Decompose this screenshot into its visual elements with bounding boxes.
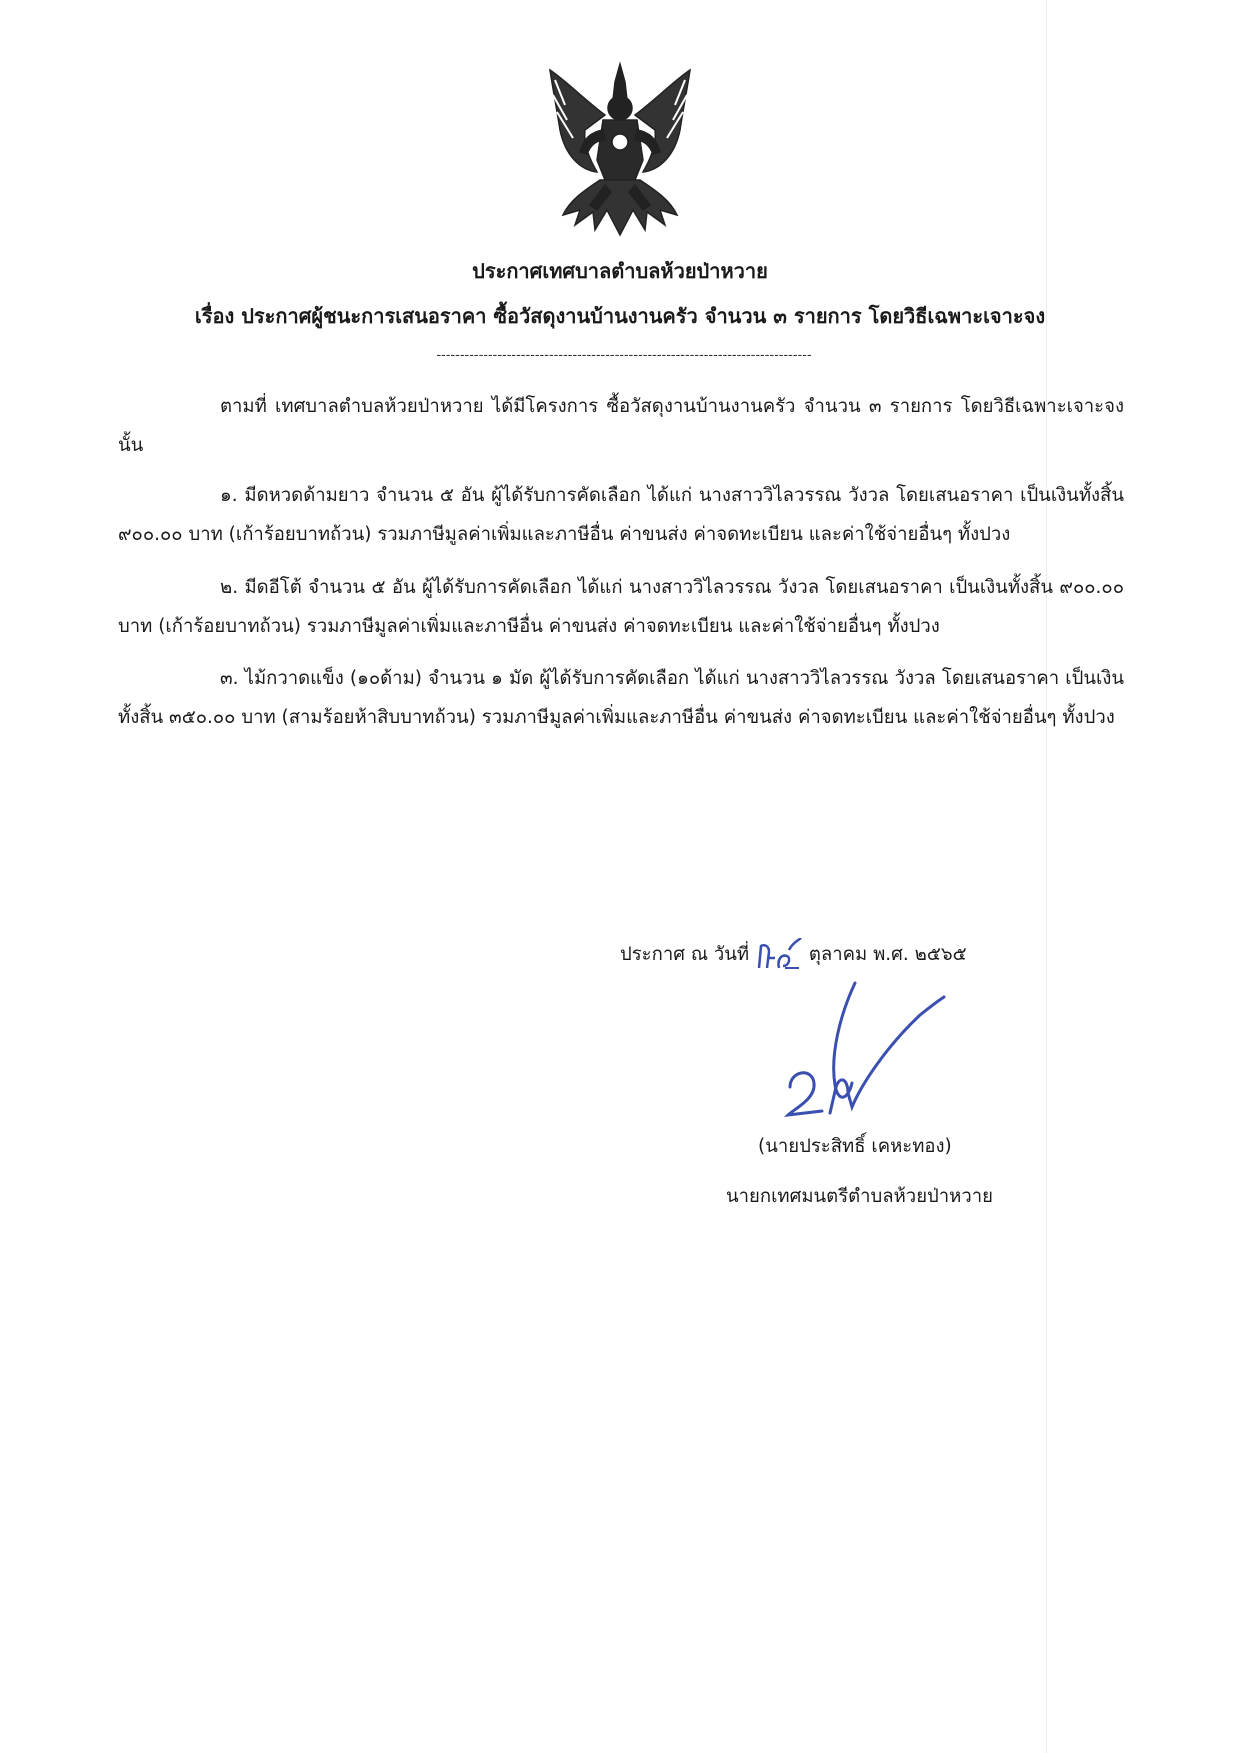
list-item: ๑. มีดหวดด้ามยาว จำนวน ๕ อัน ผู้ได้รับการคัดเลือก ได้แก่ นางสาววิไลวรรณ วังวล โดยเสนอราคา เป็นเงินทั้งสิ้น ๙๐๐.๐๐ บาท (เก้าร้อยบาทถ้วน) รวมภาษีมูลค่าเพิ่มและภาษีอื่น ค่าขนส่ง ค่าจดทะเบียน และค่าใช้จ่ายอื่นๆ ทั้งปวง (118, 485, 1124, 546)
date-suffix: ตุลาคม พ.ศ. ๒๕๖๕ (808, 944, 967, 965)
signer-title: นายกเทศมนตรีตำบลห้วยป่าหวาย (726, 1186, 993, 1207)
date-prefix: ประกาศ ณ วันที่ (620, 944, 750, 965)
handwritten-day (755, 938, 803, 972)
document-body (118, 388, 1124, 752)
list-item: ๓. ไม้กวาดแข็ง (๑๐ด้าม) จำนวน ๑ มัด ผู้ได้รับการคัดเลือก ได้แก่ นางสาววิไลวรรณ วังวล โดยเสนอราคา เป็นเงินทั้งสิ้น ๓๕๐.๐๐ บาท (สามร้อยห้าสิบบาทถ้วน) รวมภาษีมูลค่าเพิ่มและภาษีอื่น ค่าขนส่ง ค่าจดทะเบียน และค่าใช้จ่ายอื่นๆ ทั้งปวง (118, 668, 1124, 728)
intro-paragraph: ตามที่ เทศบาลตำบลห้วยป่าหวาย ได้มีโครงการ ซื้อวัสดุงานบ้านงานครัว จำนวน ๓ รายการ โดยวิธีเฉพาะเจาะจง นั้น (118, 396, 1124, 456)
handwritten-signature (770, 975, 960, 1125)
garuda-emblem-icon (535, 60, 705, 240)
announcement-date (620, 938, 967, 972)
document-subject: เรื่อง ประกาศผู้ชนะการเสนอราคา ซื้อวัสดุงานบ้านงานครัว จำนวน ๓ รายการ โดยวิธีเฉพาะเจาะจง (194, 304, 1046, 328)
divider-line: -------------------------------------------------------------------------------- (436, 348, 812, 363)
organization-title: ประกาศเทศบาลตำบลห้วยป่าหวาย (472, 259, 768, 283)
list-item: ๒. มีดอีโต้ จำนวน ๕ อัน ผู้ได้รับการคัดเลือก ได้แก่ นางสาววิไลวรรณ วังวล โดยเสนอราคา เป็นเงินทั้งสิ้น ๙๐๐.๐๐ บาท (เก้าร้อยบาทถ้วน) รวมภาษีมูลค่าเพิ่มและภาษีอื่น ค่าขนส่ง ค่าจดทะเบียน และค่าใช้จ่ายอื่นๆ ทั้งปวง (118, 576, 1124, 637)
signer-name: (นายประสิทธิ์ เคหะทอง) (758, 1136, 952, 1157)
